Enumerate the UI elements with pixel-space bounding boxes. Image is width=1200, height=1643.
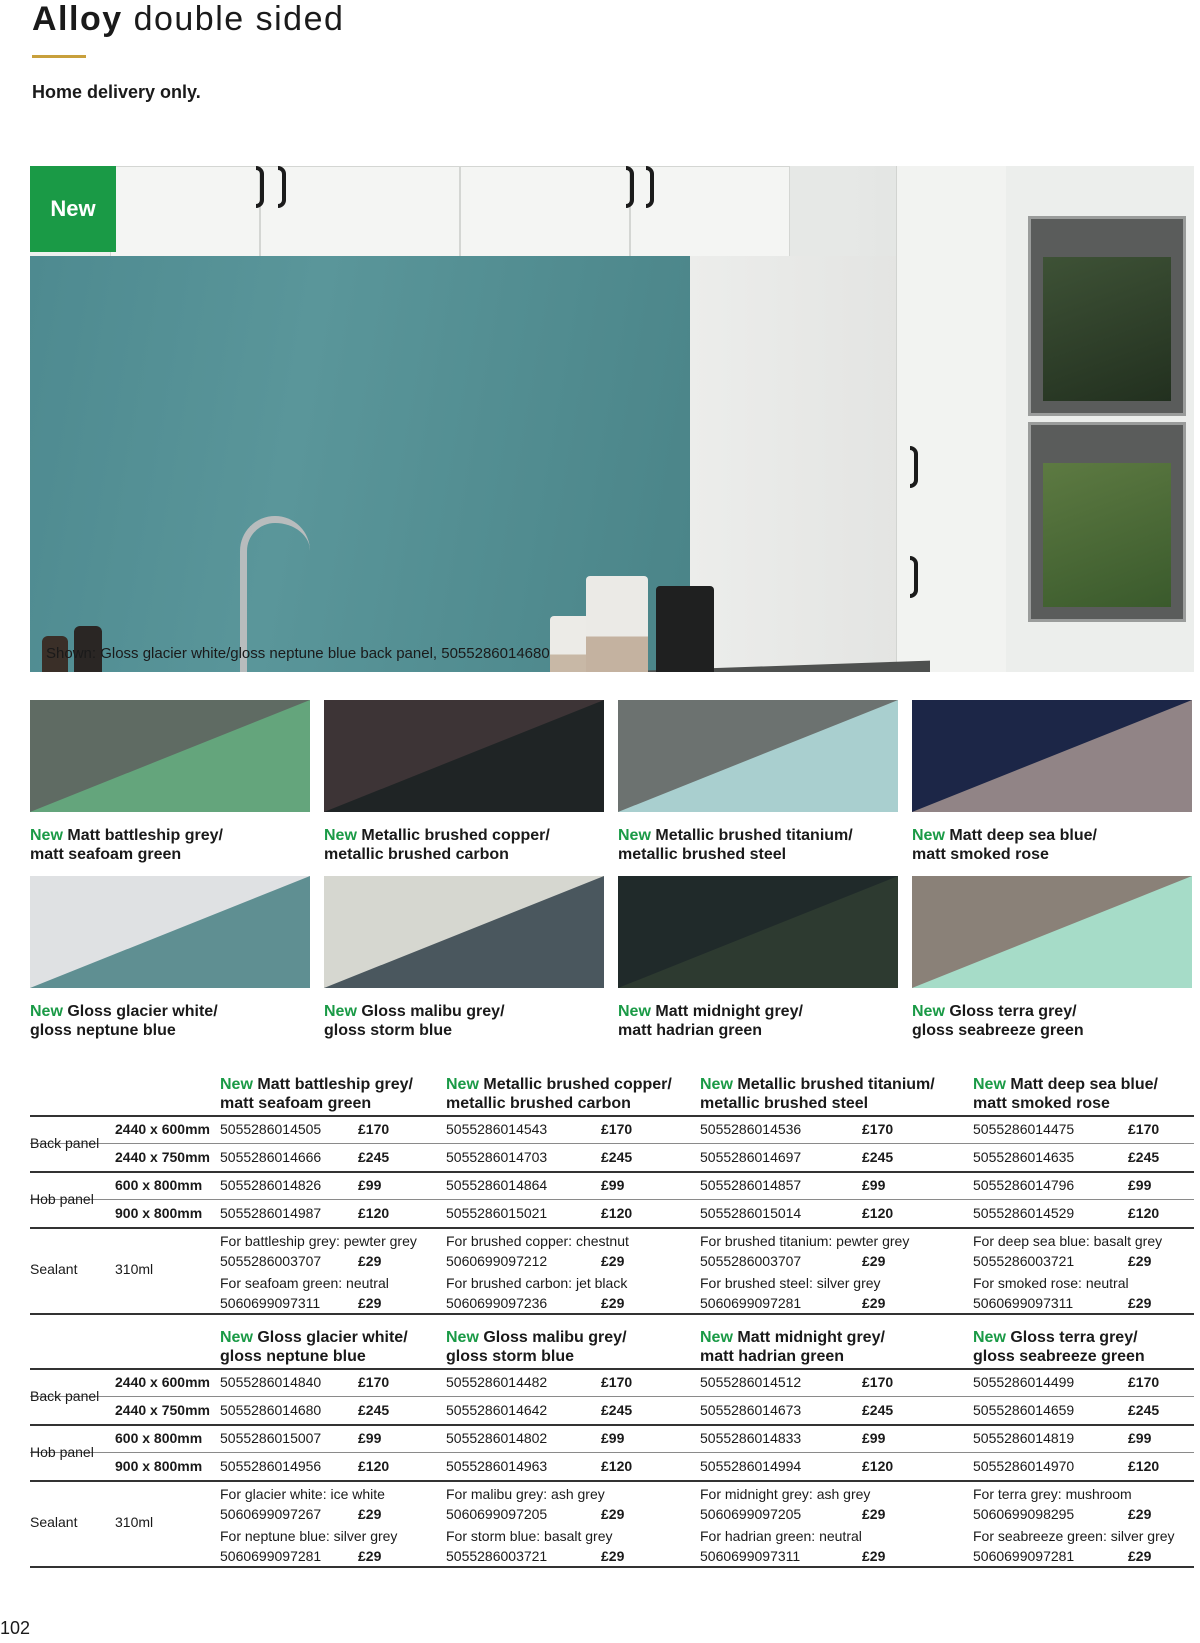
header-line2: matt seafoam green (220, 1095, 372, 1112)
cabinet-handle (278, 166, 286, 208)
new-tag: New (30, 827, 63, 844)
header-line2: matt hadrian green (700, 1348, 845, 1365)
swatch-label (30, 826, 320, 864)
hero-caption: Shown: Gloss glacier white/gloss neptune blue back panel, 5055286014680 (46, 645, 550, 662)
sealant-price: £29 (358, 1295, 382, 1311)
colour-swatch (324, 700, 604, 812)
table-column-header (446, 1328, 627, 1366)
table-column-header (973, 1328, 1145, 1366)
product-price: £245 (358, 1402, 390, 1418)
sealant-description: For smoked rose: neutral (973, 1275, 1129, 1291)
table-column-header (220, 1328, 408, 1366)
new-tag: New (446, 1329, 479, 1346)
sealant-code: 5055286003707 (220, 1253, 322, 1269)
sealant-description: For deep sea blue: basalt grey (973, 1233, 1163, 1249)
sealant-size: 310ml (115, 1261, 154, 1277)
product-code: 5055286014802 (446, 1430, 548, 1446)
sealant-price: £29 (358, 1253, 382, 1269)
new-tag: New (618, 827, 651, 844)
swatch-name-line2: metallic brushed carbon (324, 846, 509, 863)
product-price: £170 (601, 1121, 633, 1137)
product-price: £170 (1128, 1374, 1160, 1390)
table-rule (30, 1480, 1194, 1482)
table-rule (30, 1171, 1194, 1173)
product-code: 5055286015014 (700, 1205, 802, 1221)
product-price: £245 (1128, 1402, 1160, 1418)
row-group-hob-panel: Hob panel (30, 1191, 94, 1207)
sealant-price: £29 (862, 1548, 886, 1564)
product-price: £120 (358, 1205, 390, 1221)
product-price: £245 (862, 1149, 894, 1165)
new-badge: New (30, 166, 116, 252)
product-price: £120 (862, 1205, 894, 1221)
sealant-price: £29 (601, 1506, 625, 1522)
sealant-code: 5060699097267 (220, 1506, 322, 1522)
sealant-description: For brushed titanium: pewter grey (700, 1233, 910, 1249)
table-column-header (973, 1075, 1158, 1113)
swatch-name-line1: Matt midnight grey/ (655, 1003, 803, 1020)
product-price: £245 (862, 1402, 894, 1418)
sealant-description: For storm blue: basalt grey (446, 1528, 613, 1544)
product-code: 5055286014659 (973, 1402, 1075, 1418)
colour-swatch (30, 700, 310, 812)
sealant-code: 5055286003707 (700, 1253, 802, 1269)
row-group-back-panel: Back panel (30, 1135, 100, 1151)
product-code: 5055286014536 (700, 1121, 802, 1137)
swatch-label (912, 826, 1200, 864)
product-price: £120 (1128, 1205, 1160, 1221)
product-code: 5055286015021 (446, 1205, 548, 1221)
product-code: 5055286014673 (700, 1402, 802, 1418)
sealant-code: 5060699097281 (973, 1548, 1075, 1564)
product-code: 5055286014499 (973, 1374, 1075, 1390)
table-rule (30, 1566, 1194, 1568)
swatch-name-line1: Metallic brushed titanium/ (655, 827, 853, 844)
swatch-name-line2: matt seafoam green (30, 846, 182, 863)
header-line2: gloss seabreeze green (973, 1348, 1145, 1365)
product-code: 5055286014833 (700, 1430, 802, 1446)
delivery-note: Home delivery only. (32, 82, 201, 102)
product-price: £245 (1128, 1149, 1160, 1165)
upper-oven (1028, 216, 1186, 416)
product-code: 5055286014819 (973, 1430, 1075, 1446)
product-code: 5055286014505 (220, 1121, 322, 1137)
title-brand: Alloy (32, 0, 123, 38)
colour-swatch (912, 876, 1192, 988)
sealant-code: 5060699097236 (446, 1295, 548, 1311)
table-rule (30, 1424, 1194, 1426)
sealant-price: £29 (862, 1506, 886, 1522)
product-price: £170 (358, 1121, 390, 1137)
table-column-header (700, 1075, 935, 1113)
product-price: £170 (358, 1374, 390, 1390)
product-code: 5055286014680 (220, 1402, 322, 1418)
sealant-code: 5060699097311 (973, 1295, 1074, 1311)
product-code: 5055286014857 (700, 1177, 802, 1193)
swatch-name-line2: gloss seabreeze green (912, 1022, 1084, 1039)
upper-cabinet (260, 166, 460, 266)
panel-size: 2440 x 750mm (115, 1402, 210, 1418)
sealant-code: 5060699097311 (220, 1295, 321, 1311)
swatch-label (30, 1002, 320, 1040)
product-code: 5055286014512 (700, 1374, 802, 1390)
product-price: £99 (358, 1430, 382, 1446)
swatch-label (324, 1002, 614, 1040)
product-code: 5055286014994 (700, 1458, 802, 1474)
sealant-description: For brushed steel: silver grey (700, 1275, 881, 1291)
swatch-name-line1: Metallic brushed copper/ (361, 827, 550, 844)
swatch-name-line2: gloss storm blue (324, 1022, 453, 1039)
upper-cabinet (630, 166, 790, 266)
sealant-description: For hadrian green: neutral (700, 1528, 862, 1544)
swatch-label (618, 826, 908, 864)
sealant-price: £29 (358, 1506, 382, 1522)
header-line1: Metallic brushed copper/ (483, 1076, 672, 1093)
sealant-size: 310ml (115, 1514, 154, 1530)
header-line1: Gloss terra grey/ (1010, 1329, 1138, 1346)
new-tag: New (324, 1003, 357, 1020)
swatch-name-line2: gloss neptune blue (30, 1022, 176, 1039)
new-tag: New (446, 1076, 479, 1093)
table-rule (30, 1115, 1194, 1117)
product-price: £245 (601, 1402, 633, 1418)
header-line1: Matt battleship grey/ (257, 1076, 413, 1093)
product-code: 5055286014970 (973, 1458, 1075, 1474)
header-line2: gloss neptune blue (220, 1348, 366, 1365)
hero-side-wall (690, 256, 930, 672)
row-group-sealant: Sealant (30, 1261, 78, 1277)
row-group-back-panel: Back panel (30, 1388, 100, 1404)
swatch-name-line2: matt smoked rose (912, 846, 1049, 863)
new-tag: New (220, 1076, 253, 1093)
header-line1: Matt midnight grey/ (737, 1329, 885, 1346)
product-price: £170 (862, 1121, 894, 1137)
header-line2: metallic brushed carbon (446, 1095, 631, 1112)
sealant-code: 5060699098295 (973, 1506, 1075, 1522)
new-tag: New (912, 1003, 945, 1020)
product-code: 5055286014529 (973, 1205, 1075, 1221)
new-tag: New (700, 1329, 733, 1346)
swatch-label (912, 1002, 1200, 1040)
sealant-code: 5060699097281 (220, 1548, 322, 1564)
product-code: 5055286014482 (446, 1374, 548, 1390)
swatch-name-line2: matt hadrian green (618, 1022, 763, 1039)
sealant-code: 5060699097281 (700, 1295, 802, 1311)
swatch-name-line1: Matt battleship grey/ (67, 827, 223, 844)
swatch-label (618, 1002, 908, 1040)
product-code: 5055286014796 (973, 1177, 1075, 1193)
cabinet-handle (626, 166, 634, 208)
product-code: 5055286014666 (220, 1149, 322, 1165)
product-price: £99 (358, 1177, 382, 1193)
cabinet-handle (910, 556, 918, 598)
table-rule (30, 1313, 1194, 1315)
table-rule (30, 1143, 1194, 1144)
product-price: £99 (862, 1430, 886, 1446)
product-code: 5055286014987 (220, 1205, 322, 1221)
product-price: £120 (358, 1458, 390, 1474)
sealant-price: £29 (358, 1548, 382, 1564)
kitchen-hero-image (30, 166, 1194, 672)
sealant-description: For seabreeze green: silver grey (973, 1528, 1175, 1544)
product-code: 5055286015007 (220, 1430, 322, 1446)
new-tag: New (700, 1076, 733, 1093)
swatch-name-line2: metallic brushed steel (618, 846, 787, 863)
product-price: £99 (1128, 1177, 1152, 1193)
product-price: £245 (358, 1149, 390, 1165)
product-code: 5055286014840 (220, 1374, 322, 1390)
product-code: 5055286014543 (446, 1121, 548, 1137)
product-code: 5055286014703 (446, 1149, 548, 1165)
header-line1: Matt deep sea blue/ (1010, 1076, 1158, 1093)
sealant-description: For brushed carbon: jet black (446, 1275, 628, 1291)
swatch-name-line1: Gloss terra grey/ (949, 1003, 1077, 1020)
lower-oven (1028, 422, 1186, 622)
page-number: 102 (0, 1618, 31, 1638)
product-price: £99 (862, 1177, 886, 1193)
sealant-price: £29 (1128, 1548, 1152, 1564)
table-rule (30, 1199, 1194, 1200)
title-rest: double sided (133, 0, 345, 38)
table-column-header (446, 1075, 672, 1113)
header-line2: metallic brushed steel (700, 1095, 869, 1112)
table-column-header (220, 1075, 413, 1113)
sealant-description: For midnight grey: ash grey (700, 1486, 871, 1502)
cabinet-handle (910, 446, 918, 488)
product-price: £99 (601, 1177, 625, 1193)
sealant-price: £29 (1128, 1506, 1152, 1522)
product-code: 5055286014963 (446, 1458, 548, 1474)
sealant-price: £29 (601, 1295, 625, 1311)
sealant-price: £29 (601, 1548, 625, 1564)
product-price: £245 (601, 1149, 633, 1165)
swatch-name-line1: Gloss malibu grey/ (361, 1003, 505, 1020)
product-price: £120 (601, 1458, 633, 1474)
product-code: 5055286014697 (700, 1149, 802, 1165)
new-tag: New (973, 1076, 1006, 1093)
product-price: £170 (601, 1374, 633, 1390)
upper-cabinet (110, 166, 260, 266)
product-code: 5055286014826 (220, 1177, 322, 1193)
cabinet-handle (646, 166, 654, 208)
sealant-code: 5060699097212 (446, 1253, 548, 1269)
product-price: £120 (862, 1458, 894, 1474)
header-line2: matt smoked rose (973, 1095, 1110, 1112)
panel-size: 2440 x 750mm (115, 1149, 210, 1165)
product-price: £120 (1128, 1458, 1160, 1474)
sealant-code: 5060699097205 (700, 1506, 802, 1522)
panel-size: 600 x 800mm (115, 1430, 203, 1446)
colour-swatch (618, 876, 898, 988)
table-rule (30, 1452, 1194, 1453)
swatch-label (324, 826, 614, 864)
sealant-description: For terra grey: mushroom (973, 1486, 1132, 1502)
product-price: £99 (1128, 1430, 1152, 1446)
product-code: 5055286014956 (220, 1458, 322, 1474)
header-line1: Metallic brushed titanium/ (737, 1076, 935, 1093)
table-rule (30, 1227, 1194, 1229)
table-rule (30, 1368, 1194, 1370)
panel-size: 900 x 800mm (115, 1205, 203, 1221)
sealant-code: 5055286003721 (446, 1548, 548, 1564)
sealant-price: £29 (1128, 1295, 1152, 1311)
swatch-name-line1: Gloss glacier white/ (67, 1003, 218, 1020)
product-price: £170 (1128, 1121, 1160, 1137)
table-column-header (700, 1328, 885, 1366)
product-code: 5055286014642 (446, 1402, 548, 1418)
product-code: 5055286014864 (446, 1177, 548, 1193)
sealant-description: For brushed copper: chestnut (446, 1233, 629, 1249)
upper-cabinet (460, 166, 630, 266)
sealant-description: For battleship grey: pewter grey (220, 1233, 417, 1249)
sealant-description: For seafoam green: neutral (220, 1275, 389, 1291)
new-tag: New (30, 1003, 63, 1020)
colour-swatch (618, 700, 898, 812)
new-tag: New (912, 827, 945, 844)
storage-jar (586, 576, 648, 672)
table-rule (30, 1396, 1194, 1397)
page-title (32, 0, 344, 39)
sealant-code: 5055286003721 (973, 1253, 1075, 1269)
colour-swatch (30, 876, 310, 988)
panel-size: 2440 x 600mm (115, 1121, 210, 1137)
colour-swatch (912, 700, 1192, 812)
new-tag: New (618, 1003, 651, 1020)
row-group-hob-panel: Hob panel (30, 1444, 94, 1460)
sealant-price: £29 (601, 1253, 625, 1269)
header-line1: Gloss glacier white/ (257, 1329, 408, 1346)
header-line1: Gloss malibu grey/ (483, 1329, 627, 1346)
sealant-code: 5060699097311 (700, 1548, 801, 1564)
product-price: £99 (601, 1430, 625, 1446)
title-underline (32, 55, 86, 58)
panel-size: 600 x 800mm (115, 1177, 203, 1193)
colour-swatch (324, 876, 604, 988)
swatch-name-line1: Matt deep sea blue/ (949, 827, 1097, 844)
sealant-price: £29 (1128, 1253, 1152, 1269)
sealant-price: £29 (862, 1295, 886, 1311)
header-line2: gloss storm blue (446, 1348, 575, 1365)
panel-size: 900 x 800mm (115, 1458, 203, 1474)
sealant-description: For neptune blue: silver grey (220, 1528, 398, 1544)
sealant-description: For malibu grey: ash grey (446, 1486, 605, 1502)
new-tag: New (324, 827, 357, 844)
new-tag: New (973, 1329, 1006, 1346)
product-code: 5055286014475 (973, 1121, 1075, 1137)
panel-size: 2440 x 600mm (115, 1374, 210, 1390)
cabinet-handle (256, 166, 264, 208)
sealant-code: 5060699097205 (446, 1506, 548, 1522)
product-price: £170 (862, 1374, 894, 1390)
cafetiere (656, 586, 714, 672)
product-code: 5055286014635 (973, 1149, 1075, 1165)
sealant-price: £29 (862, 1253, 886, 1269)
product-price: £120 (601, 1205, 633, 1221)
row-group-sealant: Sealant (30, 1514, 78, 1530)
new-tag: New (220, 1329, 253, 1346)
sealant-description: For glacier white: ice white (220, 1486, 385, 1502)
